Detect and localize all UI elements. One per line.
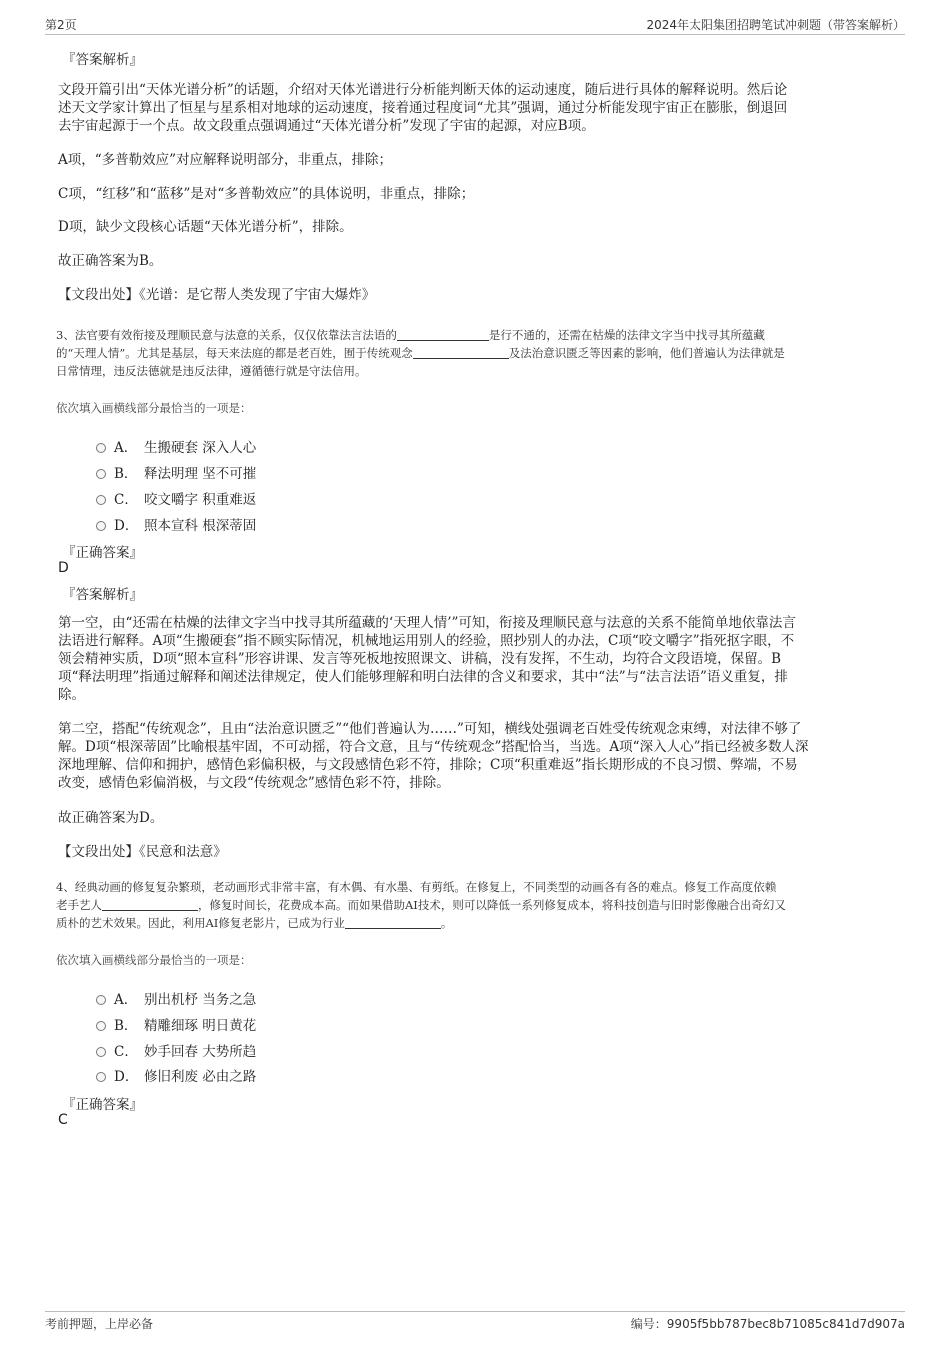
correct-answer-label: 『正确答案』 — [62, 1097, 143, 1113]
option-d[interactable]: D． 照本宣科 根深蒂固 — [96, 514, 256, 532]
page-footer — [45, 1311, 905, 1335]
page-number: 第2页 — [45, 18, 77, 32]
option-c[interactable]: C． 咬文嚼字 积重难返 — [96, 488, 256, 506]
fill-blank — [345, 916, 441, 929]
correct-answer: C — [58, 1112, 68, 1128]
radio-icon[interactable] — [96, 469, 106, 479]
document-id: 编号：9905f5bb787bec8b71085c841d7d907a — [630, 1317, 905, 1331]
analysis-paragraph-2: 第二空，搭配“传统观念”，且由“法治意识匮乏”“他们普遍认为……”可知，横线处强调老百姓受传统观念束缚，对法律不够了 解。D项“根深蒂固”比喻根基牢固，不可动摇，符合文意，且与“传统观念”搭配恰当，当选。A项“深入人心”指已经被多数人深 深地理解、信仰和拥护，感情色彩偏积极，与文段感情色彩不符，排除；C项“积重难返”指长期形成的不良习惯、弊端，不易 改变，感情色彩偏消极，与文段“传统观念”感情色彩不符，排除。 — [58, 721, 809, 791]
radio-icon[interactable] — [96, 495, 106, 505]
analysis-item-a: A项，“多普勒效应”对应解释说明部分，非重点，排除； — [58, 152, 393, 168]
option-b[interactable]: B． 释法明理 坚不可摧 — [96, 462, 256, 480]
option-c[interactable]: C． 妙手回春 大势所趋 — [96, 1040, 256, 1058]
answer-analysis-label: 『答案解析』 — [62, 587, 143, 603]
radio-icon[interactable] — [96, 1021, 106, 1031]
radio-icon[interactable] — [96, 443, 106, 453]
fill-blank — [397, 328, 489, 341]
answer-analysis-label: 『答案解析』 — [62, 52, 143, 68]
radio-icon[interactable] — [96, 995, 106, 1005]
analysis-item-d: D项，缺少文段核心话题“天体光谱分析”，排除。 — [58, 219, 353, 235]
analysis-item-c: C项，“红移”和“蓝移”是对“多普勒效应”的具体说明，非重点，排除； — [58, 186, 475, 202]
page-header — [45, 16, 905, 35]
document-title: 2024年太阳集团招聘笔试冲刺题（带答案解析） — [646, 18, 905, 32]
passage-source: 【文段出处】《光谱：是它帮人类发现了宇宙大爆炸》 — [58, 287, 376, 303]
question-prompt: 依次填入画横线部分最恰当的一项是： — [56, 953, 252, 967]
radio-icon[interactable] — [96, 1047, 106, 1057]
option-a[interactable]: A． 生搬硬套 深入人心 — [96, 436, 256, 454]
answer-conclusion: 故正确答案为D。 — [58, 810, 164, 826]
option-d[interactable]: D． 修旧利废 必由之路 — [96, 1065, 256, 1083]
option-b[interactable]: B． 精雕细琢 明日黄花 — [96, 1014, 256, 1032]
option-a[interactable]: A． 别出机杼 当务之急 — [96, 988, 256, 1006]
correct-answer: D — [58, 560, 69, 576]
answer-analysis-text: 文段开篇引出“天体光谱分析”的话题，介绍对天体光谱进行分析能判断天体的运动速度，随后进行具体的解释说明。然后论 述天文学家计算出了恒星与星系相对地球的运动速度，接着通过程度词“尤其”强调，通过分析能发现宇宙正在膨胀，倒退回 去宇宙起源于一个点。故文段重点强调通过“天体光谱分析”发现了宇宙的起源，对应B项。 — [58, 82, 788, 134]
radio-icon[interactable] — [96, 521, 106, 531]
correct-answer-label: 『正确答案』 — [62, 545, 143, 561]
fill-blank — [102, 898, 198, 911]
fill-blank — [413, 346, 509, 359]
question-prompt: 依次填入画横线部分最恰当的一项是： — [56, 401, 252, 415]
question-3-stem: 3、法官要有效衔接及理顺民意与法意的关系，仅仅依靠法言法语的 是行不通的，还需在枯燥的法律文字当中找寻其所蕴藏 的“天理人情”。尤其是基层，每天来法庭的都是老百姓，囿于传统观念 及法治意识匮乏等因素的影响，他们普遍认为法律就是 日常情理，违反法德就是违反法律，遵循德行就是守法信用。 — [56, 328, 785, 378]
analysis-paragraph-1: 第一空，由“还需在枯燥的法律文字当中找寻其所蕴藏的‘天理人情’”可知，衔接及理顺民意与法意的关系不能简单地依靠法言 法语进行解释。A项“生搬硬套”指不顾实际情况，机械地运用别人的经验，照抄别人的办法，C项“咬文嚼字”指死抠字眼，不 领会精神实质，D项“照本宣科”形容讲课、发言等死板地按照课文、讲稿，没有发挥，不生动，均符合文段语境，保留。B 项“释法明理”指通过解释和阐述法律规定，使人们能够理解和明白法律的含义和要求，其中“法”与“法言法语”语义重复，排 除。 — [58, 615, 796, 703]
radio-icon[interactable] — [96, 1072, 106, 1082]
passage-source: 【文段出处】《民意和法意》 — [58, 844, 227, 860]
question-4-stem: 4、经典动画的修复复杂繁琐，老动画形式非常丰富，有木偶、有水墨、有剪纸。在修复上，不同类型的动画各有各的难点。修复工作高度依赖 老手艺人 ，修复时间长，花费成本高。而如果借助AI技术，则可以降低一系列修复成本，将科技创造与旧时影像融合出奇幻又 质朴的艺术效果。因此，利用AI修复老影片，已成为行业 。 — [56, 880, 786, 930]
answer-conclusion: 故正确答案为B。 — [58, 253, 163, 269]
footer-slogan: 考前押题，上岸必备 — [45, 1317, 154, 1331]
